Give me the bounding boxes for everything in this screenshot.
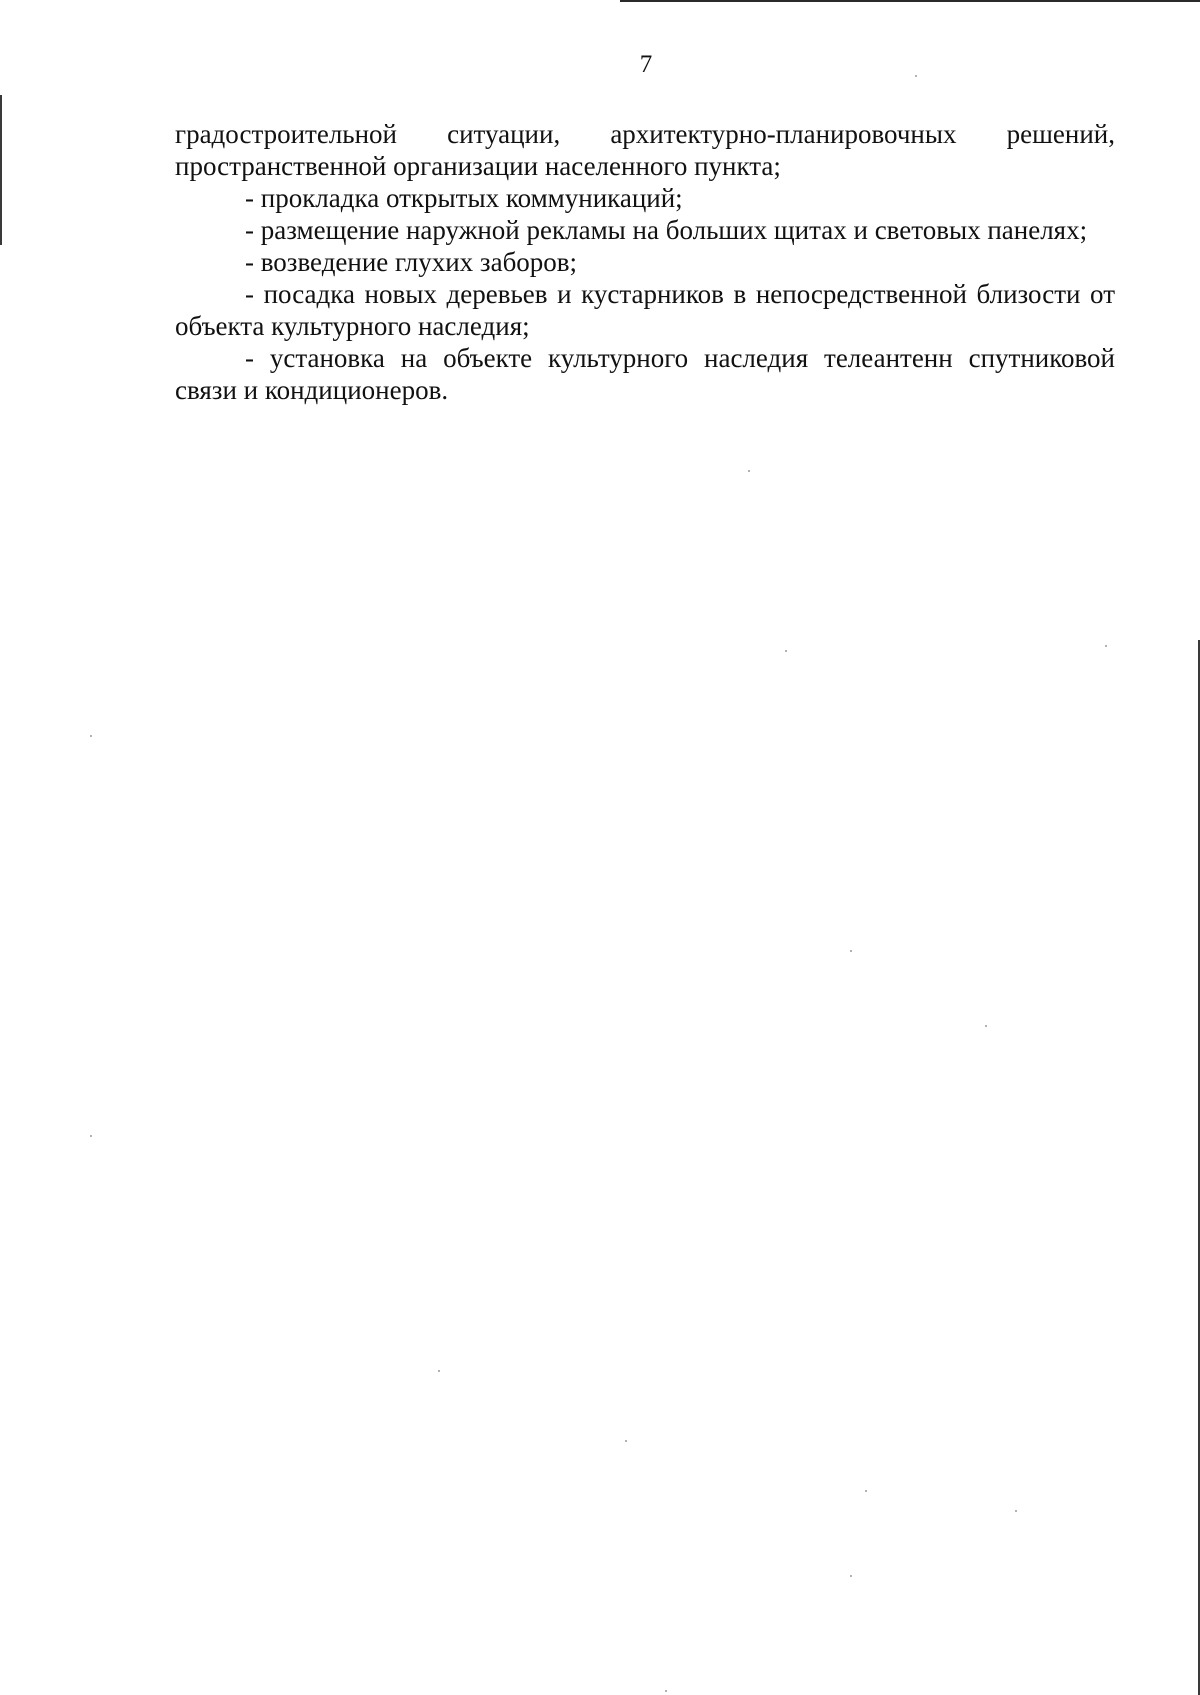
document-body: [175, 118, 1115, 406]
list-item: - размещение наружной рекламы на больших щитах и световых панелях;: [245, 215, 1088, 245]
scan-border-top: [620, 0, 1200, 2]
list-item: - прокладка открытых коммуникаций;: [245, 183, 683, 213]
scan-speck: [625, 1440, 627, 1442]
scan-speck: [665, 1690, 667, 1692]
scan-speck: [850, 950, 852, 952]
paragraph-continuation: градостроительной ситуации, архитектурно-планировочных решений, пространственной организации населенного пункта;: [175, 119, 1115, 181]
scan-speck: [850, 1575, 852, 1577]
scan-speck: [1015, 1510, 1017, 1512]
scan-speck: [1105, 645, 1107, 647]
scan-speck: [90, 1135, 92, 1137]
scan-speck: [785, 650, 787, 652]
scan-border-left: [0, 95, 2, 245]
list-item: - возведение глухих заборов;: [245, 247, 578, 277]
scan-speck: [748, 470, 750, 472]
scan-speck: [438, 1370, 440, 1372]
scan-speck: [985, 1025, 987, 1027]
list-item: - посадка новых деревьев и кустарников в непосредственной близости от объекта культурного наследия;: [175, 279, 1115, 341]
scan-speck: [90, 735, 92, 737]
page-number: 7: [639, 51, 653, 78]
scan-speck: [865, 1490, 867, 1492]
list-item: - установка на объекте культурного наследия телеантенн спутниковой связи и кондиционеров.: [175, 343, 1115, 405]
